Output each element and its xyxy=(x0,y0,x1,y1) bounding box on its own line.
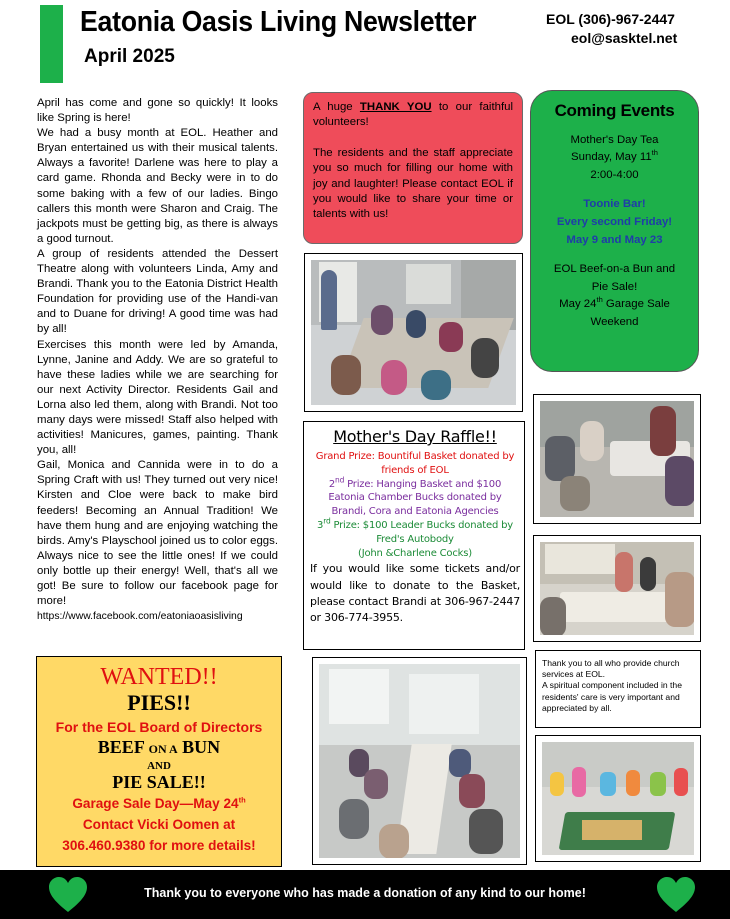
wanted-pies-box xyxy=(36,656,282,867)
wanted-pies: PIES!! xyxy=(127,690,191,715)
heart-icon xyxy=(656,876,696,914)
monthly-update-article xyxy=(37,96,278,624)
wanted-garage-sale-day: Garage Sale Day—May 24th xyxy=(72,795,246,811)
wanted-contact-phone: 306.460.9380 for more details! xyxy=(62,838,256,853)
wanted-pie-sale: PIE SALE!! xyxy=(112,772,206,792)
event-mothers-day-tea: Mother's Day Tea Sunday, May 11th 2:00-4:00 xyxy=(570,133,659,181)
raffle-third-prize-note: (John &Charlene Cocks) xyxy=(358,547,472,559)
volunteer-thanks-box xyxy=(303,92,523,244)
church-spiritual-text: A spiritual component included in the residents' care is very important and appreciated by all. xyxy=(542,680,682,713)
coming-events-title: Coming Events xyxy=(554,101,675,120)
footer-bar xyxy=(0,870,730,919)
mothers-day-raffle xyxy=(303,421,525,650)
event-toonie-bar: Toonie Bar! Every second Friday! May 9 and May 23 xyxy=(556,198,673,246)
article-paragraph: April has come and gone so quickly! It looks like Spring is here! xyxy=(37,97,278,125)
wanted-heading: WANTED!! xyxy=(100,664,218,690)
photo-residents-at-tables xyxy=(304,253,523,412)
newsletter-title: Eatonia Oasis Living Newsletter xyxy=(80,6,477,38)
article-paragraph: We had a busy month at EOL. Heather and Bryan entertained us with their musical talents. Always a favorite! Darlene was here to play a card game. Rhonda and Becky were in to do some baking with a few of our ladies. Bingo callers this month were Sharon and Craig. The jackpots must be getting big, as there is always a good turnout. xyxy=(37,127,278,245)
event-beef-on-a-bun: EOL Beef-on-a Bun and Pie Sale! May 24th Garage Sale Weekend xyxy=(553,263,676,328)
volunteer-thanks-headline: A huge THANK YOU to our faithful volunteers! xyxy=(313,101,513,129)
article-paragraph: Exercises this month were led by Amanda, Lynne, Janine and Addy. We are so grateful to have these ladies while we are searching for our next Activity Director. Residents Gail and Lorna also led them, along with Brandi. Not too many days were missed! Staff also helped with activities! Manicures, games, painting. Thank you, all! xyxy=(37,338,278,457)
raffle-title: Mother's Day Raffle!! xyxy=(333,427,497,446)
photo-spring-crafts xyxy=(535,735,701,862)
wanted-for-board: For the EOL Board of Directors xyxy=(55,719,263,735)
photo-card-game xyxy=(533,394,701,524)
photo-exercise-long-table xyxy=(312,657,527,865)
wanted-and: AND xyxy=(147,760,171,772)
raffle-second-prize: 2nd Prize: Hanging Basket and $100 Eatonia Chamber Bucks donated by Brandi, Cora and Eatonia Agencies xyxy=(328,475,502,518)
coming-events-box xyxy=(530,90,699,372)
wanted-beef-on-a-bun: BEEF ON A BUN xyxy=(97,737,221,757)
contact-email: eol@sasktel.net xyxy=(571,30,678,46)
church-thanks-text: Thank you to all who provide church services at EOL. xyxy=(542,658,680,680)
contact-phone: EOL (306)-967-2447 xyxy=(546,11,675,27)
church-services-thanks xyxy=(535,650,701,728)
raffle-contact: If you would like some tickets and/or would like to donate to the Basket, please contact Brandi at 306-967-2447 or 306-774-3955. xyxy=(310,562,520,624)
newsletter-date: April 2025 xyxy=(84,46,175,67)
photo-baking xyxy=(533,535,701,642)
article-paragraph: Gail, Monica and Cannida were in to do a Spring Craft with us! They turned out very nice! Kirsten and Cloe were back to make bird feeders! Becoming an Annual Tradition! We have them hung and are enjoying watching the birds. Amy's Playschool joined us to color eggs. Always nice to see the little ones! If we could only bottle up their energy! Well, that's all we got! Be sure to follow our facebook page for more! xyxy=(37,459,278,608)
header-accent-bar xyxy=(40,5,63,83)
footer-thanks-text: Thank you to everyone who has made a donation of any kind to our home! xyxy=(144,886,586,900)
facebook-link[interactable]: https://www.facebook.com/eatoniaoasisliving xyxy=(37,611,243,623)
raffle-third-prize: 3rd Prize: $100 Leader Bucks donated by Fred's Autobody xyxy=(317,516,513,545)
wanted-contact-name: Contact Vicki Oomen at xyxy=(82,817,236,832)
volunteer-thanks-body: The residents and the staff appreciate you so much for filling our home with joy and laughter! Please contact EOL if you would like to share your time or talents with us! xyxy=(313,146,513,221)
article-paragraph: A group of residents attended the Dessert Theatre along with volunteers Linda, Amy and Brandi. Thank you to the Eatonia District Health Foundation for providing use of the Handi-van and to Duane for driving! A good time was had by all! xyxy=(37,247,278,336)
raffle-grand-prize: Grand Prize: Bountiful Basket donated by friends of EOL xyxy=(315,451,515,476)
